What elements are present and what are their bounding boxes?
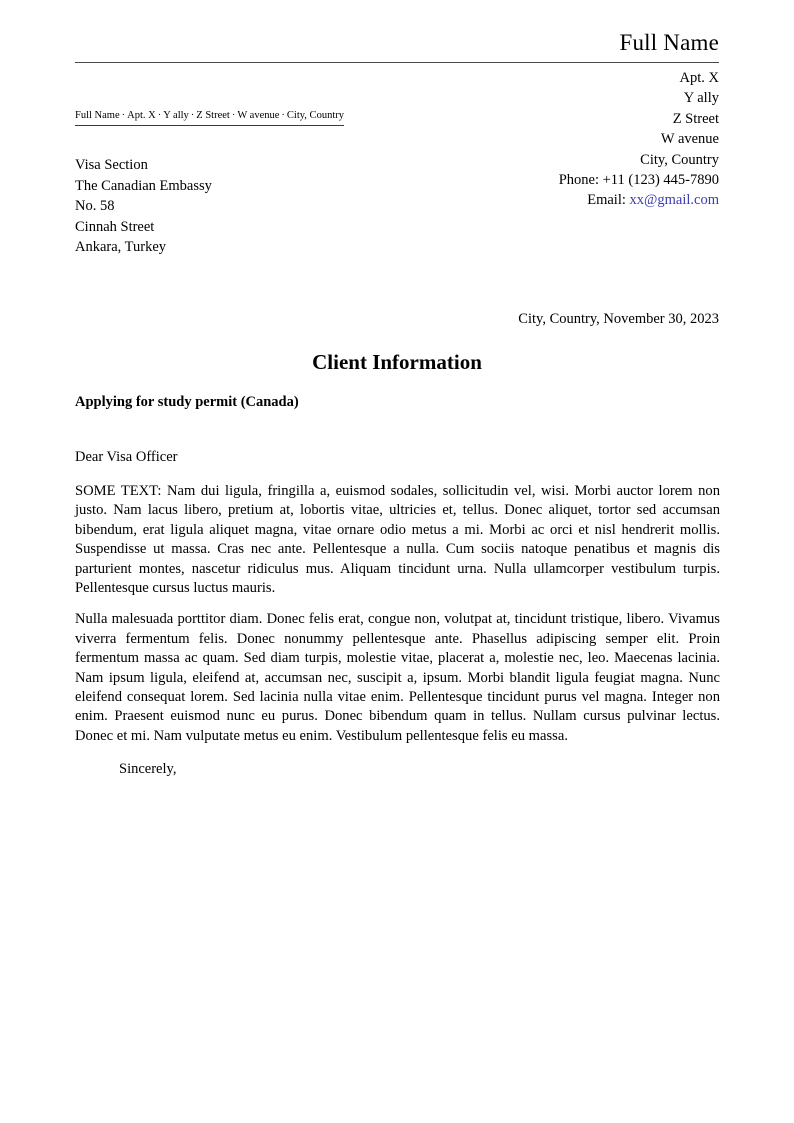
date-line: City, Country, November 30, 2023	[518, 311, 719, 327]
return-address-separator: ·	[231, 110, 236, 121]
return-address-separator: ·	[281, 110, 285, 121]
return-address-part-5: W avenue	[237, 110, 280, 121]
recipient-address-block	[75, 155, 212, 258]
recipient-line-5: Ankara, Turkey	[75, 239, 167, 255]
subject-line: Applying for study permit (Canada)	[75, 394, 299, 410]
email-label: Email:	[587, 192, 626, 209]
header-rule	[75, 62, 719, 63]
page-title: Client Information	[312, 350, 482, 374]
recipient-line-4: Cinnah Street	[75, 218, 155, 235]
return-address-strip	[75, 109, 344, 126]
recipient-line-3: No. 58	[75, 198, 115, 214]
recipient-line-2: The Canadian Embassy	[75, 177, 212, 194]
sender-name: Full Name	[619, 30, 719, 55]
return-address-separator: ·	[157, 110, 162, 121]
sender-address-block	[299, 68, 719, 211]
return-address-part-3: Y ally	[163, 110, 189, 121]
phone-label: Phone:	[558, 172, 599, 189]
return-address-part-1: Full Name	[75, 110, 120, 121]
email-link[interactable]: xx@gmail.com	[629, 192, 719, 209]
phone-value: +11 (123) 445-7890	[602, 172, 719, 189]
recipient-line-1: Visa Section	[75, 157, 148, 173]
closing-line: Sincerely,	[119, 761, 177, 777]
sender-email-row	[299, 190, 719, 210]
sender-phone-row	[299, 170, 719, 190]
sender-address-line-3: Z Street	[672, 110, 719, 127]
salutation: Dear Visa Officer	[75, 449, 178, 465]
return-address-part-6: City, Country	[286, 110, 344, 121]
sender-address-line-1: Apt. X	[679, 70, 719, 86]
sender-address-line-2: Y ally	[683, 90, 719, 107]
body-paragraph: SOME TEXT: Nam dui ligula, fringilla a, euismod sodales, sollicitudin vel, wisi. Morbi auctor lorem non justo. Nam lacus libero, pretium at, lobortis vitae, ultricies et, tellus. Donec aliquet, tortor sed accumsan bibendum, erat ligula aliquet magna, vitae ornare odio metus a mi. Morbi ac orci et nisl hendrerit mollis. Suspendisse ut massa. Cras nec ante. Pellentesque a nulla. Cum sociis natoque penatibus et magnis dis parturient montes, nascetur ridiculus mus. Aliquam tincidunt urna. Nulla ullamcorper vestibulum turpis. Pellentesque cursus luctus mauris.	[75, 483, 720, 597]
letter-body	[75, 482, 720, 746]
letterhead	[75, 28, 719, 63]
return-address-part-2: Apt. X	[127, 110, 156, 121]
return-address-separator: ·	[121, 110, 126, 121]
return-address-part-4: Z Street	[196, 110, 230, 121]
return-address-separator: ·	[190, 110, 195, 121]
sender-address-line-4: W avenue	[660, 131, 719, 148]
body-paragraph: Nulla malesuada porttitor diam. Donec felis erat, congue non, volutpat at, tincidunt tristique, libero. Vivamus viverra fermentum felis. Donec nonummy pellentesque ante. Phasellus adipiscing semper elit. Proin fermentum massa ac quam. Sed diam turpis, molestie vitae, placerat a, molestie nec, leo. Maecenas lacinia. Nam ipsum ligula, eleifend at, accumsan nec, suscipit a, ipsum. Morbi blandit ligula feugiat magna. Nunc eleifend consequat lorem. Sed lacinia nulla vitae enim. Pellentesque tincidunt purus vel magna. Integer non enim. Praesent euismod nunc eu purus. Donec bibendum quam in tellus. Nullam cursus pulvinar lectus. Donec et mi. Nam vulputate metus eu enim. Vestibulum pellentesque felis eu massa.	[75, 611, 720, 744]
sender-address-line-5: City, Country	[640, 151, 719, 168]
